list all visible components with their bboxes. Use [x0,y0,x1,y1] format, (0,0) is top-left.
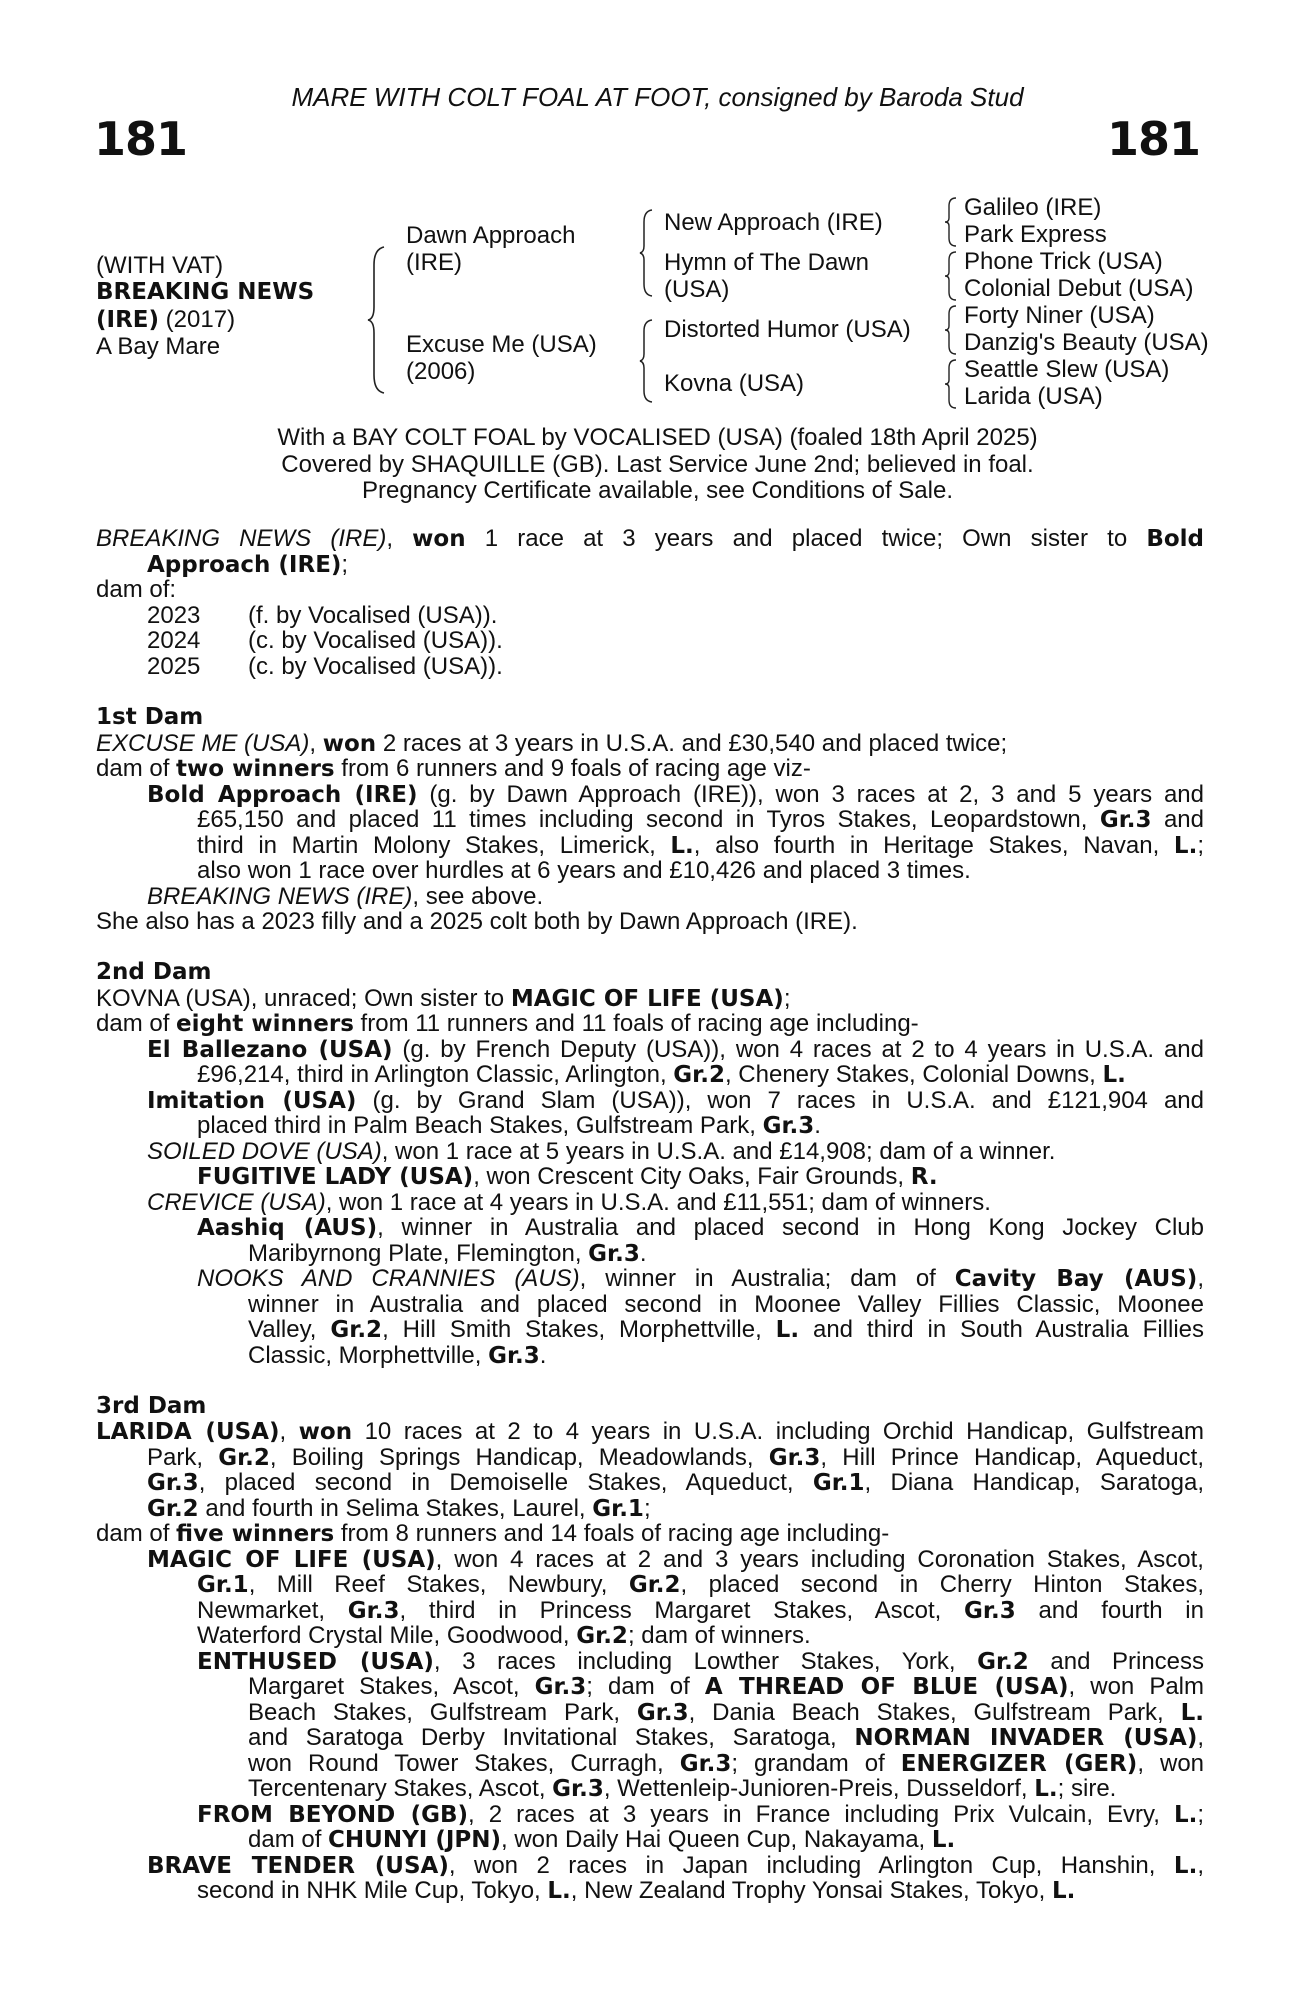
sire-sire: New Approach (IRE) [664,209,883,236]
third-dam-line: won Round Tower Stakes, Curragh, Gr.3; grandam of ENERGIZER (GER), won [248,1750,1205,1777]
pedigree-brace-g4-1 [944,196,958,248]
second-dam-line: Aashiq (AUS), winner in Australia and placed second in Hong Kong Jockey Club [197,1214,1204,1241]
third-dam-line: FROM BEYOND (GB), 2 races at 3 years in France including Prix Vulcain, Evry, L.; [197,1801,1205,1828]
g4-3: Phone Trick (USA) [964,248,1163,275]
g4-6: Danzig's Beauty (USA) [964,329,1209,356]
third-dam-line: Newmarket, Gr.3, third in Princess Margaret Stakes, Ascot, Gr.3 and fourth in [197,1597,1204,1624]
g4-7: Seattle Slew (USA) [964,356,1170,383]
third-dam-line: Park, Gr.2, Boiling Springs Handicap, Meadowlands, Gr.3, Hill Prince Handicap, Aqueduct, [147,1444,1204,1471]
g4-8: Larida (USA) [964,383,1103,410]
produce-row: 2024 (c. by Vocalised (USA)). [147,627,503,654]
third-dam-line: and Saratoga Derby Invitational Stakes, Saratoga, NORMAN INVADER (USA), [248,1724,1205,1751]
sire-dam: Hymn of The Dawn [664,249,869,276]
second-dam-line: SOILED DOVE (USA), won 1 race at 5 years in U.S.A. and £14,908; dam of a winner. [147,1138,1056,1165]
sire-name-line2: (IRE) [406,249,462,276]
third-dam-line: ENTHUSED (USA), 3 races including Lowther Stakes, York, Gr.2 and Princess [197,1648,1205,1675]
pedigree-brace-g4-3 [944,304,958,356]
dam-sire: Distorted Humor (USA) [664,316,911,343]
produce-row: 2025 (c. by Vocalised (USA)). [147,653,503,680]
second-dam-line: Maribyrnong Plate, Flemington, Gr.3. [248,1240,647,1267]
third-dam-line: BRAVE TENDER (USA), won 2 races in Japan including Arlington Cup, Hanshin, L., [147,1852,1204,1879]
second-dam-line: winner in Australia and placed second in Moonee Valley Fillies Classic, Moonee [248,1291,1204,1318]
produce-row: 2023 (f. by Vocalised (USA)). [147,602,498,629]
dam-name: Excuse Me (USA) [406,331,597,358]
pedigree-brace-g4-2 [944,250,958,302]
g4-2: Park Express [964,221,1107,248]
second-dam-line: £96,214, third in Arlington Classic, Arlington, Gr.2, Chenery Stakes, Colonial Downs, L. [197,1061,1126,1088]
first-dam-line: dam of two winners from 6 runners and 9 foals of racing age viz- [96,755,811,782]
intro-line-1: BREAKING NEWS (IRE), won 1 race at 3 years and placed twice; Own sister to Bold [96,525,1204,552]
third-dam-line: second in NHK Mile Cup, Tokyo, L., New Zealand Trophy Yonsai Stakes, Tokyo, L. [197,1877,1076,1904]
lot-number-right: 181 [1106,112,1200,166]
first-dam-line: £65,150 and placed 11 times including second in Tyros Stakes, Leopardstown, Gr.3 and [197,806,1204,833]
dam-of-label: dam of: [96,576,177,603]
intro-line-2: Approach (IRE); [147,551,349,578]
lot-number-left: 181 [94,112,188,166]
pedigree-brace-dam [638,318,656,404]
dam-year: (2006) [406,358,476,385]
third-dam-line: Gr.3, placed second in Demoiselle Stakes, Aqueduct, Gr.1, Diana Handicap, Saratoga, [147,1469,1204,1496]
second-dam-line: placed third in Palm Beach Stakes, Gulfstream Park, Gr.3. [197,1112,821,1139]
third-dam-line: Gr.2 and fourth in Selima Stakes, Laurel, Gr.1; [147,1495,651,1522]
vat-label: (WITH VAT) [96,252,224,279]
second-dam-line: FUGITIVE LADY (USA), won Crescent City Oaks, Fair Grounds, R. [197,1163,938,1190]
second-dam-line: Classic, Morphettville, Gr.3. [248,1342,547,1369]
covering-note: Covered by SHAQUILLE (GB). Last Service June 2nd; believed in foal. [281,451,1034,478]
first-dam-line: EXCUSE ME (USA), won 2 races at 3 years in U.S.A. and £30,540 and placed twice; [96,730,1008,757]
first-dam-line: BREAKING NEWS (IRE), see above. [147,883,544,910]
horse-name-line2: (IRE) (2017) [96,306,236,333]
third-dam-line: LARIDA (USA), won 10 races at 2 to 4 years in U.S.A. including Orchid Handicap, Gulfstream [96,1418,1204,1445]
pedigree-brace-g4-4 [944,358,958,410]
second-dam-line: Imitation (USA) (g. by Grand Slam (USA)), won 7 races in U.S.A. and £121,904 and [147,1087,1204,1114]
third-dam-line: Tercentenary Stakes, Ascot, Gr.3, Wettenleip-Junioren-Preis, Dusseldorf, L.; sire. [248,1775,1117,1802]
second-dam-line: CREVICE (USA), won 1 race at 4 years in U.S.A. and £11,551; dam of winners. [147,1189,991,1216]
third-dam-line: dam of five winners from 8 runners and 14 foals of racing age including- [96,1520,890,1547]
third-dam-line: Gr.1, Mill Reef Stakes, Newbury, Gr.2, placed second in Cherry Hinton Stakes, [197,1571,1204,1598]
horse-description: A Bay Mare [96,333,221,360]
third-dam-line: Beach Stakes, Gulfstream Park, Gr.3, Dania Beach Stakes, Gulfstream Park, L. [248,1699,1204,1726]
second-dam-heading: 2nd Dam [96,959,212,985]
third-dam-line: Margaret Stakes, Ascot, Gr.3; dam of A THREAD OF BLUE (USA), won Palm [248,1673,1204,1700]
second-dam-line: KOVNA (USA), unraced; Own sister to MAGIC OF LIFE (USA); [96,985,791,1012]
third-dam-line: Waterford Crystal Mile, Goodwood, Gr.2; dam of winners. [197,1622,811,1649]
third-dam-line: dam of CHUNYI (JPN), won Daily Hai Queen Cup, Nakayama, L. [248,1826,956,1853]
second-dam-line: NOOKS AND CRANNIES (AUS), winner in Australia; dam of Cavity Bay (AUS), [197,1265,1204,1292]
lot-description: MARE WITH COLT FOAL AT FOOT, consigned by Baroda Stud [291,82,1024,112]
first-dam-line: also won 1 race over hurdles at 6 years and £10,426 and placed 3 times. [197,857,971,884]
sire-dam-line2: (USA) [664,276,730,303]
pedigree-brace-main [366,245,388,395]
dam-dam: Kovna (USA) [664,370,805,397]
second-dam-line: Valley, Gr.2, Hill Smith Stakes, Morphettville, L. and third in South Australia Fillies [248,1316,1204,1343]
first-dam-line: She also has a 2023 filly and a 2025 colt both by Dawn Approach (IRE). [96,908,858,935]
g4-5: Forty Niner (USA) [964,302,1155,329]
third-dam-heading: 3rd Dam [96,1393,207,1419]
first-dam-line: Bold Approach (IRE) (g. by Dawn Approach (IRE)), won 3 races at 2, 3 and 5 years and [147,781,1204,808]
pedigree-brace-sire [638,208,656,298]
first-dam-line: third in Martin Molony Stakes, Limerick, L., also fourth in Heritage Stakes, Navan, L.; [197,832,1204,859]
g4-4: Colonial Debut (USA) [964,275,1194,302]
second-dam-line: El Ballezano (USA) (g. by French Deputy (USA)), won 4 races at 2 to 4 years in U.S.A. and [147,1036,1204,1063]
second-dam-line: dam of eight winners from 11 runners and 11 foals of racing age including- [96,1010,919,1037]
first-dam-heading: 1st Dam [96,704,204,730]
sire-name: Dawn Approach [406,222,576,249]
third-dam-line: MAGIC OF LIFE (USA), won 4 races at 2 and 3 years including Coronation Stakes, Ascot, [147,1546,1204,1573]
g4-1: Galileo (IRE) [964,194,1102,221]
foal-note: With a BAY COLT FOAL by VOCALISED (USA) (foaled 18th April 2025) [277,424,1038,451]
certificate-note: Pregnancy Certificate available, see Conditions of Sale. [362,477,953,504]
horse-name: BREAKING NEWS [96,279,315,305]
